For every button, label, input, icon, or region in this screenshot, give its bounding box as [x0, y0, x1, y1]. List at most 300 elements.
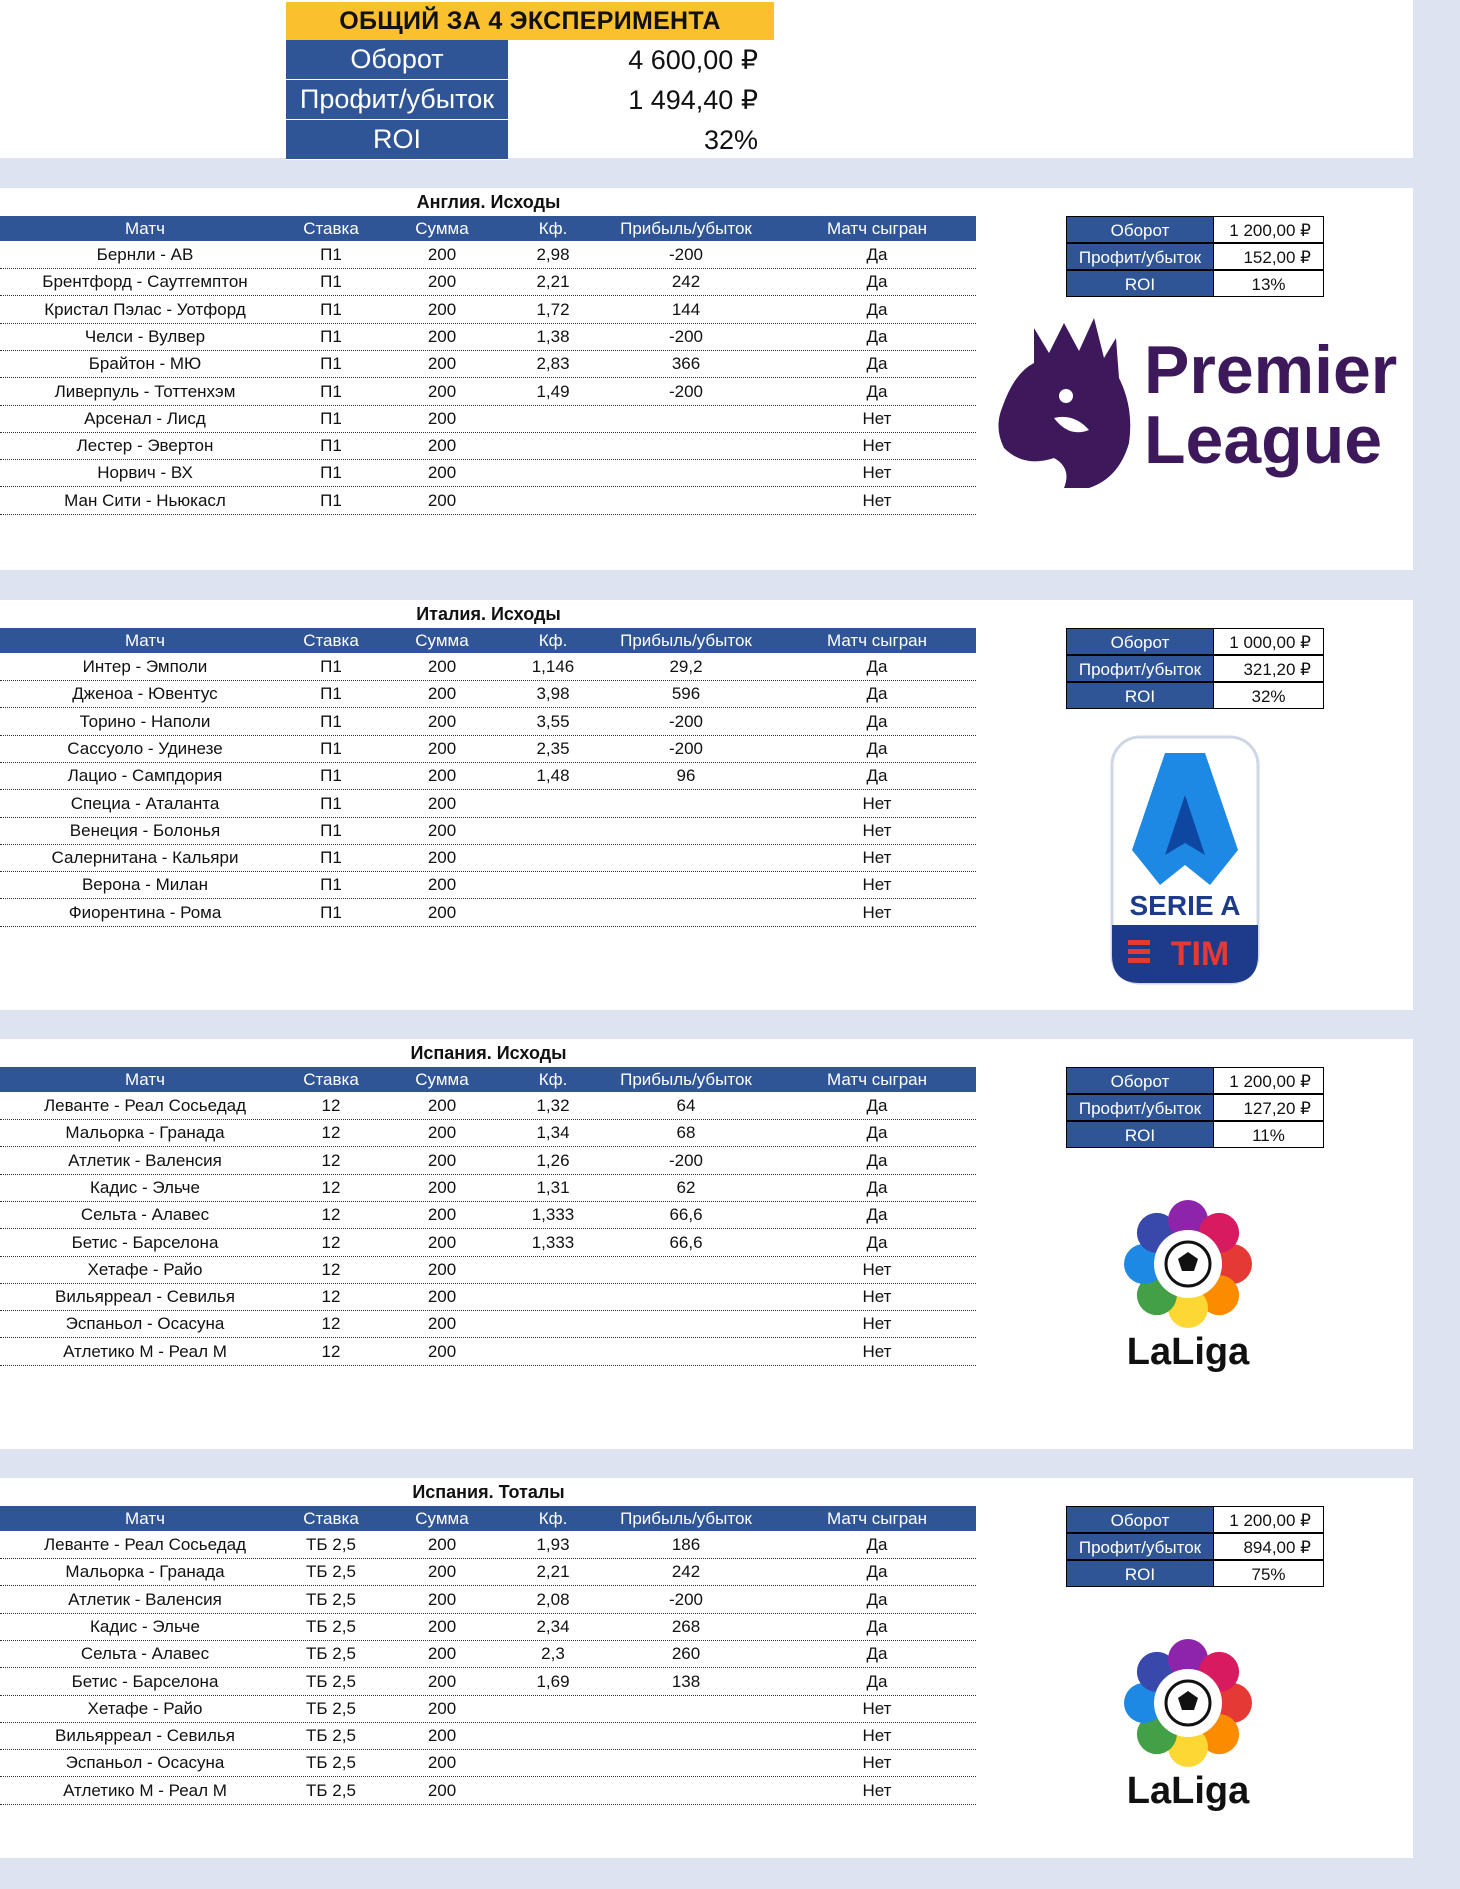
- logo-text: SERIE A: [1129, 890, 1241, 921]
- stats-label: Оборот: [1066, 628, 1214, 655]
- cell-bet: ТБ 2,5: [306, 1780, 356, 1800]
- stats-row: [1066, 1560, 1324, 1587]
- table-row: [0, 1722, 976, 1750]
- cell-amount: 200: [427, 1341, 457, 1361]
- cell-coef: 1,48: [536, 766, 570, 786]
- cell-played: Нет: [862, 1698, 892, 1718]
- cell-played: Да: [866, 657, 888, 676]
- laliga-logo: [1118, 1633, 1258, 1828]
- cell-profit: 96: [676, 766, 696, 786]
- stats-value: 894,00 ₽: [1214, 1533, 1324, 1560]
- cell-match: Леванте - Реал Сосьедад: [43, 1535, 247, 1554]
- column-header-played: Матч сыгран: [826, 631, 928, 650]
- table-row: [0, 296, 976, 324]
- cell-amount: 200: [427, 766, 457, 786]
- section-stats: [1066, 628, 1324, 709]
- cell-bet: ТБ 2,5: [306, 1562, 356, 1582]
- cell-bet: ТБ 2,5: [306, 1726, 356, 1746]
- cell-played: Нет: [862, 436, 892, 456]
- premier-league-logo: [994, 318, 1409, 498]
- cell-match: Лацио - Сампдория: [67, 766, 223, 786]
- cell-bet: П1: [320, 684, 342, 704]
- cell-bet: П1: [320, 272, 342, 292]
- cell-match: Бетис - Барселона: [71, 1671, 219, 1691]
- cell-amount: 200: [427, 1671, 457, 1691]
- cell-bet: П1: [320, 820, 342, 840]
- cell-played: Нет: [862, 1753, 892, 1773]
- cell-coef: 1,38: [536, 326, 570, 346]
- section-stats: [1066, 216, 1324, 297]
- cell-match: Дженоа - Ювентус: [72, 684, 218, 704]
- cell-amount: 200: [427, 354, 457, 374]
- stats-value: 321,20 ₽: [1214, 655, 1324, 682]
- cell-coef: 2,83: [536, 354, 570, 374]
- stats-value: 75%: [1214, 1560, 1324, 1587]
- cell-played: Да: [866, 1232, 888, 1252]
- cell-profit: 186: [671, 1535, 701, 1554]
- cell-amount: 200: [427, 875, 457, 895]
- cell-profit: 64: [676, 1096, 696, 1115]
- table-row: [0, 735, 976, 763]
- table-row: [0, 1640, 976, 1668]
- stats-label: Профит/убыток: [1066, 243, 1214, 270]
- cell-coef: 2,3: [541, 1644, 565, 1664]
- cell-match: Атлетик - Валенсия: [68, 1589, 222, 1609]
- cell-bet: П1: [320, 381, 342, 401]
- stats-value: 127,20 ₽: [1214, 1094, 1324, 1121]
- cell-bet: 12: [321, 1177, 341, 1197]
- column-header-profit: Прибыль/убыток: [620, 1070, 752, 1089]
- cell-amount: 200: [427, 1535, 457, 1554]
- cell-bet: ТБ 2,5: [306, 1535, 356, 1554]
- cell-played: Да: [866, 1644, 888, 1664]
- cell-played: Да: [866, 272, 888, 292]
- cell-match: Брайтон - МЮ: [88, 354, 202, 374]
- logo-text: TIM: [1170, 935, 1230, 973]
- cell-amount: 200: [427, 1753, 457, 1773]
- table-row: [0, 1201, 976, 1229]
- cell-played: Да: [866, 738, 888, 758]
- cell-amount: 200: [427, 463, 457, 483]
- table-row: [0, 432, 976, 460]
- section-spain-totals: [0, 1478, 1413, 1858]
- cell-played: Нет: [862, 1341, 892, 1361]
- table-row: [0, 1586, 976, 1614]
- cell-coef: 1,333: [531, 1205, 575, 1225]
- overall-value: 32%: [703, 124, 758, 155]
- stats-label: Профит/убыток: [1066, 1094, 1214, 1121]
- cell-profit: 66,6: [669, 1232, 703, 1252]
- stats-row: [1066, 655, 1324, 682]
- table-row: [0, 1229, 976, 1257]
- cell-match: Сельта - Алавес: [80, 1644, 210, 1664]
- cell-match: Атлетико М - Реал М: [63, 1780, 227, 1800]
- cell-profit: 596: [671, 684, 701, 704]
- cell-amount: 200: [427, 1644, 457, 1664]
- column-header-match: Матч: [124, 1509, 166, 1528]
- column-header-amount: Сумма: [415, 1070, 469, 1089]
- table-row: [0, 1531, 976, 1559]
- cell-profit: -200: [668, 381, 704, 401]
- cell-coef: 1,146: [531, 657, 575, 676]
- table-row: [0, 1147, 976, 1175]
- table-row: [0, 350, 976, 378]
- cell-match: Фиорентина - Рома: [68, 902, 222, 922]
- cell-played: Да: [866, 1671, 888, 1691]
- cell-bet: П1: [320, 463, 342, 483]
- section-stats: [1066, 1506, 1324, 1587]
- column-header-played: Матч сыгран: [826, 1070, 928, 1089]
- cell-played: Нет: [862, 463, 892, 483]
- cell-profit: 366: [671, 354, 701, 374]
- table-row: [0, 708, 976, 736]
- cell-match: Сассуоло - Удинезе: [67, 738, 223, 758]
- cell-profit: -200: [668, 1150, 704, 1170]
- cell-played: Нет: [862, 902, 892, 922]
- column-header-bet: Ставка: [303, 1509, 359, 1528]
- cell-played: Да: [866, 1177, 888, 1197]
- cell-bet: П1: [320, 354, 342, 374]
- cell-amount: 200: [427, 1232, 457, 1252]
- stats-label: Оборот: [1066, 1067, 1214, 1094]
- column-header-coef: Кф.: [538, 631, 568, 650]
- table-row: [0, 680, 976, 708]
- cell-match: Вильярреал - Севилья: [55, 1287, 235, 1307]
- cell-amount: 200: [427, 408, 457, 428]
- serie-a-logo: [1110, 735, 1260, 990]
- cell-bet: 12: [321, 1341, 341, 1361]
- cell-played: Да: [866, 326, 888, 346]
- cell-profit: 138: [671, 1671, 701, 1691]
- cell-amount: 200: [427, 490, 457, 510]
- stats-value: 11%: [1214, 1121, 1324, 1148]
- cell-match: Атлетик - Валенсия: [68, 1150, 222, 1170]
- cell-bet: ТБ 2,5: [306, 1753, 356, 1773]
- cell-profit: -200: [668, 326, 704, 346]
- stats-value: 1 000,00 ₽: [1214, 628, 1324, 655]
- cell-coef: 1,32: [536, 1096, 570, 1115]
- cell-amount: 200: [427, 1616, 457, 1636]
- table-row: [0, 405, 976, 433]
- cell-bet: П1: [320, 408, 342, 428]
- cell-match: Венеция - Болонья: [69, 820, 221, 840]
- overall-row-profit: [286, 80, 774, 120]
- table-row: [0, 844, 976, 872]
- cell-bet: П1: [320, 711, 342, 731]
- cell-played: Да: [866, 1616, 888, 1636]
- cell-played: Да: [866, 381, 888, 401]
- cell-bet: П1: [320, 299, 342, 319]
- column-header-profit: Прибыль/убыток: [620, 1509, 752, 1528]
- section-title: Италия. Исходы: [416, 604, 561, 624]
- cell-amount: 200: [427, 848, 457, 868]
- table-row: [0, 1256, 976, 1284]
- logo-text: Premier: [1144, 332, 1398, 408]
- cell-coef: 2,08: [536, 1589, 570, 1609]
- table-row: [0, 1338, 976, 1366]
- cell-match: Атлетико М - Реал М: [63, 1341, 227, 1361]
- cell-match: Лестер - Эвертон: [76, 436, 214, 456]
- overall-value: 1 494,40 ₽: [628, 84, 758, 115]
- cell-amount: 200: [427, 1726, 457, 1746]
- cell-bet: П1: [320, 793, 342, 813]
- cell-bet: 12: [321, 1123, 341, 1143]
- column-header-coef: Кф.: [538, 1509, 568, 1528]
- section-title: Испания. Тоталы: [412, 1482, 565, 1502]
- stats-row: [1066, 1533, 1324, 1560]
- table-header: [0, 1506, 976, 1531]
- cell-amount: 200: [427, 1287, 457, 1307]
- cell-match: Интер - Эмполи: [82, 657, 208, 676]
- table-row: [0, 268, 976, 296]
- table-row: [0, 1777, 976, 1805]
- cell-played: Нет: [862, 1287, 892, 1307]
- column-header-amount: Сумма: [415, 631, 469, 650]
- cell-played: Да: [866, 766, 888, 786]
- cell-profit: 144: [671, 299, 701, 319]
- overall-value: 4 600,00 ₽: [628, 44, 758, 75]
- cell-played: Нет: [862, 820, 892, 840]
- cell-bet: ТБ 2,5: [306, 1644, 356, 1664]
- cell-profit: -200: [668, 738, 704, 758]
- cell-amount: 200: [427, 299, 457, 319]
- stats-label: Профит/убыток: [1066, 655, 1214, 682]
- cell-profit: 260: [671, 1644, 701, 1664]
- cell-amount: 200: [427, 738, 457, 758]
- cell-bet: П1: [320, 245, 342, 264]
- cell-amount: 200: [427, 793, 457, 813]
- cell-coef: 1,31: [536, 1177, 570, 1197]
- table-row: [0, 1668, 976, 1696]
- cell-played: Да: [866, 1150, 888, 1170]
- cell-match: Ливерпуль - Тоттенхэм: [54, 381, 236, 401]
- section-title: Испания. Исходы: [410, 1043, 567, 1063]
- cell-bet: 12: [321, 1314, 341, 1334]
- cell-match: Леванте - Реал Сосьедад: [43, 1096, 247, 1115]
- column-header-match: Матч: [124, 219, 166, 238]
- stats-label: Оборот: [1066, 1506, 1214, 1533]
- cell-coef: 2,21: [536, 1562, 570, 1582]
- logo-text: League: [1144, 402, 1383, 478]
- cell-bet: ТБ 2,5: [306, 1589, 356, 1609]
- table-row: [0, 871, 976, 899]
- section-england: [0, 188, 1413, 570]
- cell-match: Вильярреал - Севилья: [55, 1726, 235, 1746]
- cell-coef: 2,21: [536, 272, 570, 292]
- cell-coef: 1,72: [536, 299, 570, 319]
- overall-row-turnover: [286, 40, 774, 80]
- stats-value: 1 200,00 ₽: [1214, 1506, 1324, 1533]
- cell-coef: 2,35: [536, 738, 570, 758]
- cell-amount: 200: [427, 1150, 457, 1170]
- cell-amount: 200: [427, 1096, 457, 1115]
- cell-played: Да: [866, 1535, 888, 1554]
- column-header-bet: Ставка: [303, 631, 359, 650]
- cell-bet: П1: [320, 326, 342, 346]
- table-row: [0, 653, 976, 681]
- stats-row: [1066, 1094, 1324, 1121]
- table-row: [0, 1749, 976, 1777]
- column-header-profit: Прибыль/убыток: [620, 631, 752, 650]
- cell-profit: -200: [668, 711, 704, 731]
- table-row: [0, 1558, 976, 1586]
- cell-match: Эспаньол - Осасуна: [65, 1753, 225, 1773]
- cell-amount: 200: [427, 902, 457, 922]
- cell-match: Хетафе - Райо: [87, 1698, 203, 1718]
- cell-match: Верона - Милан: [81, 875, 209, 895]
- stats-value: 13%: [1214, 270, 1324, 297]
- cell-match: Эспаньол - Осасуна: [65, 1314, 225, 1334]
- cell-match: Ман Сити - Ньюкасл: [64, 490, 226, 510]
- cell-match: Мальорка - Гранада: [65, 1123, 225, 1143]
- table-row: [0, 762, 976, 790]
- cell-match: Кадис - Эльче: [90, 1616, 200, 1636]
- cell-match: Торино - Наполи: [79, 711, 211, 731]
- table-row: [0, 1310, 976, 1338]
- stats-row: [1066, 1067, 1324, 1094]
- table-row: [0, 1283, 976, 1311]
- cell-amount: 200: [427, 1177, 457, 1197]
- cell-amount: 200: [427, 820, 457, 840]
- cell-match: Бернли - АВ: [96, 245, 194, 264]
- cell-match: Норвич - ВХ: [97, 463, 193, 483]
- cell-bet: 12: [321, 1232, 341, 1252]
- column-header-match: Матч: [124, 631, 166, 650]
- column-header-amount: Сумма: [415, 219, 469, 238]
- section-title: Англия. Исходы: [416, 192, 561, 212]
- cell-bet: 12: [321, 1287, 341, 1307]
- stats-row: [1066, 216, 1324, 243]
- cell-played: Да: [866, 1589, 888, 1609]
- cell-amount: 200: [427, 1205, 457, 1225]
- cell-coef: 1,26: [536, 1150, 570, 1170]
- stats-row: [1066, 270, 1324, 297]
- cell-bet: П1: [320, 738, 342, 758]
- cell-match: Салернитана - Кальяри: [51, 848, 239, 868]
- table-row: [0, 241, 976, 269]
- table-row: [0, 1695, 976, 1723]
- cell-profit: 242: [671, 272, 701, 292]
- cell-played: Нет: [862, 793, 892, 813]
- cell-bet: П1: [320, 902, 342, 922]
- column-header-bet: Ставка: [303, 219, 359, 238]
- column-header-amount: Сумма: [415, 1509, 469, 1528]
- table-row: [0, 1613, 976, 1641]
- cell-played: Да: [866, 354, 888, 374]
- table-header: [0, 1067, 976, 1092]
- cell-bet: 12: [321, 1205, 341, 1225]
- cell-profit: -200: [668, 245, 704, 264]
- cell-played: Да: [866, 711, 888, 731]
- cell-played: Нет: [862, 408, 892, 428]
- stats-label: ROI: [1066, 270, 1214, 297]
- cell-profit: 268: [671, 1616, 701, 1636]
- cell-played: Да: [866, 299, 888, 319]
- stats-label: ROI: [1066, 682, 1214, 709]
- cell-amount: 200: [427, 1780, 457, 1800]
- overall-label: Профит/убыток: [286, 80, 508, 120]
- cell-amount: 200: [427, 381, 457, 401]
- table-row: [0, 1092, 976, 1120]
- cell-played: Да: [866, 1205, 888, 1225]
- cell-bet: П1: [320, 436, 342, 456]
- table-row: [0, 487, 976, 515]
- stats-row: [1066, 243, 1324, 270]
- cell-played: Да: [866, 245, 888, 264]
- cell-played: Нет: [862, 848, 892, 868]
- cell-played: Нет: [862, 875, 892, 895]
- section-stats: [1066, 1067, 1324, 1148]
- cell-profit: 29,2: [669, 657, 703, 676]
- stats-row: [1066, 628, 1324, 655]
- section-italy: [0, 600, 1413, 1010]
- cell-profit: 68: [676, 1123, 696, 1143]
- cell-amount: 200: [427, 711, 457, 731]
- cell-coef: 1,333: [531, 1232, 575, 1252]
- cell-played: Нет: [862, 1780, 892, 1800]
- column-header-coef: Кф.: [538, 219, 568, 238]
- column-header-match: Матч: [124, 1070, 166, 1089]
- stats-label: Профит/убыток: [1066, 1533, 1214, 1560]
- cell-match: Бетис - Барселона: [71, 1232, 219, 1252]
- sheet-margin: [1413, 0, 1460, 1889]
- stats-row: [1066, 1506, 1324, 1533]
- cell-profit: 62: [676, 1177, 696, 1197]
- cell-match: Кристал Пэлас - Уотфорд: [44, 299, 246, 319]
- cell-match: Специа - Аталанта: [70, 793, 220, 813]
- laliga-logo: [1118, 1194, 1258, 1389]
- cell-match: Челси - Вулвер: [84, 326, 206, 346]
- overall-summary-panel: [0, 0, 1413, 158]
- stats-value: 1 200,00 ₽: [1214, 216, 1324, 243]
- cell-played: Да: [866, 684, 888, 704]
- logo-text: LaLiga: [1126, 1331, 1250, 1373]
- logo-text: LaLiga: [1126, 1770, 1250, 1812]
- cell-bet: ТБ 2,5: [306, 1671, 356, 1691]
- cell-bet: 12: [321, 1150, 341, 1170]
- cell-coef: 3,55: [536, 711, 570, 731]
- cell-played: Да: [866, 1123, 888, 1143]
- cell-bet: П1: [320, 766, 342, 786]
- cell-played: Нет: [862, 1726, 892, 1746]
- table-row: [0, 1119, 976, 1147]
- cell-amount: 200: [427, 684, 457, 704]
- table-row: [0, 790, 976, 818]
- column-header-bet: Ставка: [303, 1070, 359, 1089]
- cell-bet: ТБ 2,5: [306, 1616, 356, 1636]
- overall-row-roi: [286, 120, 774, 160]
- column-header-profit: Прибыль/убыток: [620, 219, 752, 238]
- cell-amount: 200: [427, 1562, 457, 1582]
- stats-label: ROI: [1066, 1560, 1214, 1587]
- cell-match: Мальорка - Гранада: [65, 1562, 225, 1582]
- stats-row: [1066, 682, 1324, 709]
- cell-played: Нет: [862, 1259, 892, 1279]
- cell-amount: 200: [427, 1314, 457, 1334]
- cell-amount: 200: [427, 1698, 457, 1718]
- cell-coef: 2,34: [536, 1616, 570, 1636]
- cell-bet: П1: [320, 875, 342, 895]
- cell-amount: 200: [427, 436, 457, 456]
- cell-bet: П1: [320, 848, 342, 868]
- cell-match: Кадис - Эльче: [90, 1177, 200, 1197]
- cell-bet: П1: [320, 657, 342, 676]
- table-row: [0, 899, 976, 927]
- cell-amount: 200: [427, 1259, 457, 1279]
- cell-amount: 200: [427, 1589, 457, 1609]
- cell-amount: 200: [427, 1123, 457, 1143]
- cell-played: Нет: [862, 1314, 892, 1334]
